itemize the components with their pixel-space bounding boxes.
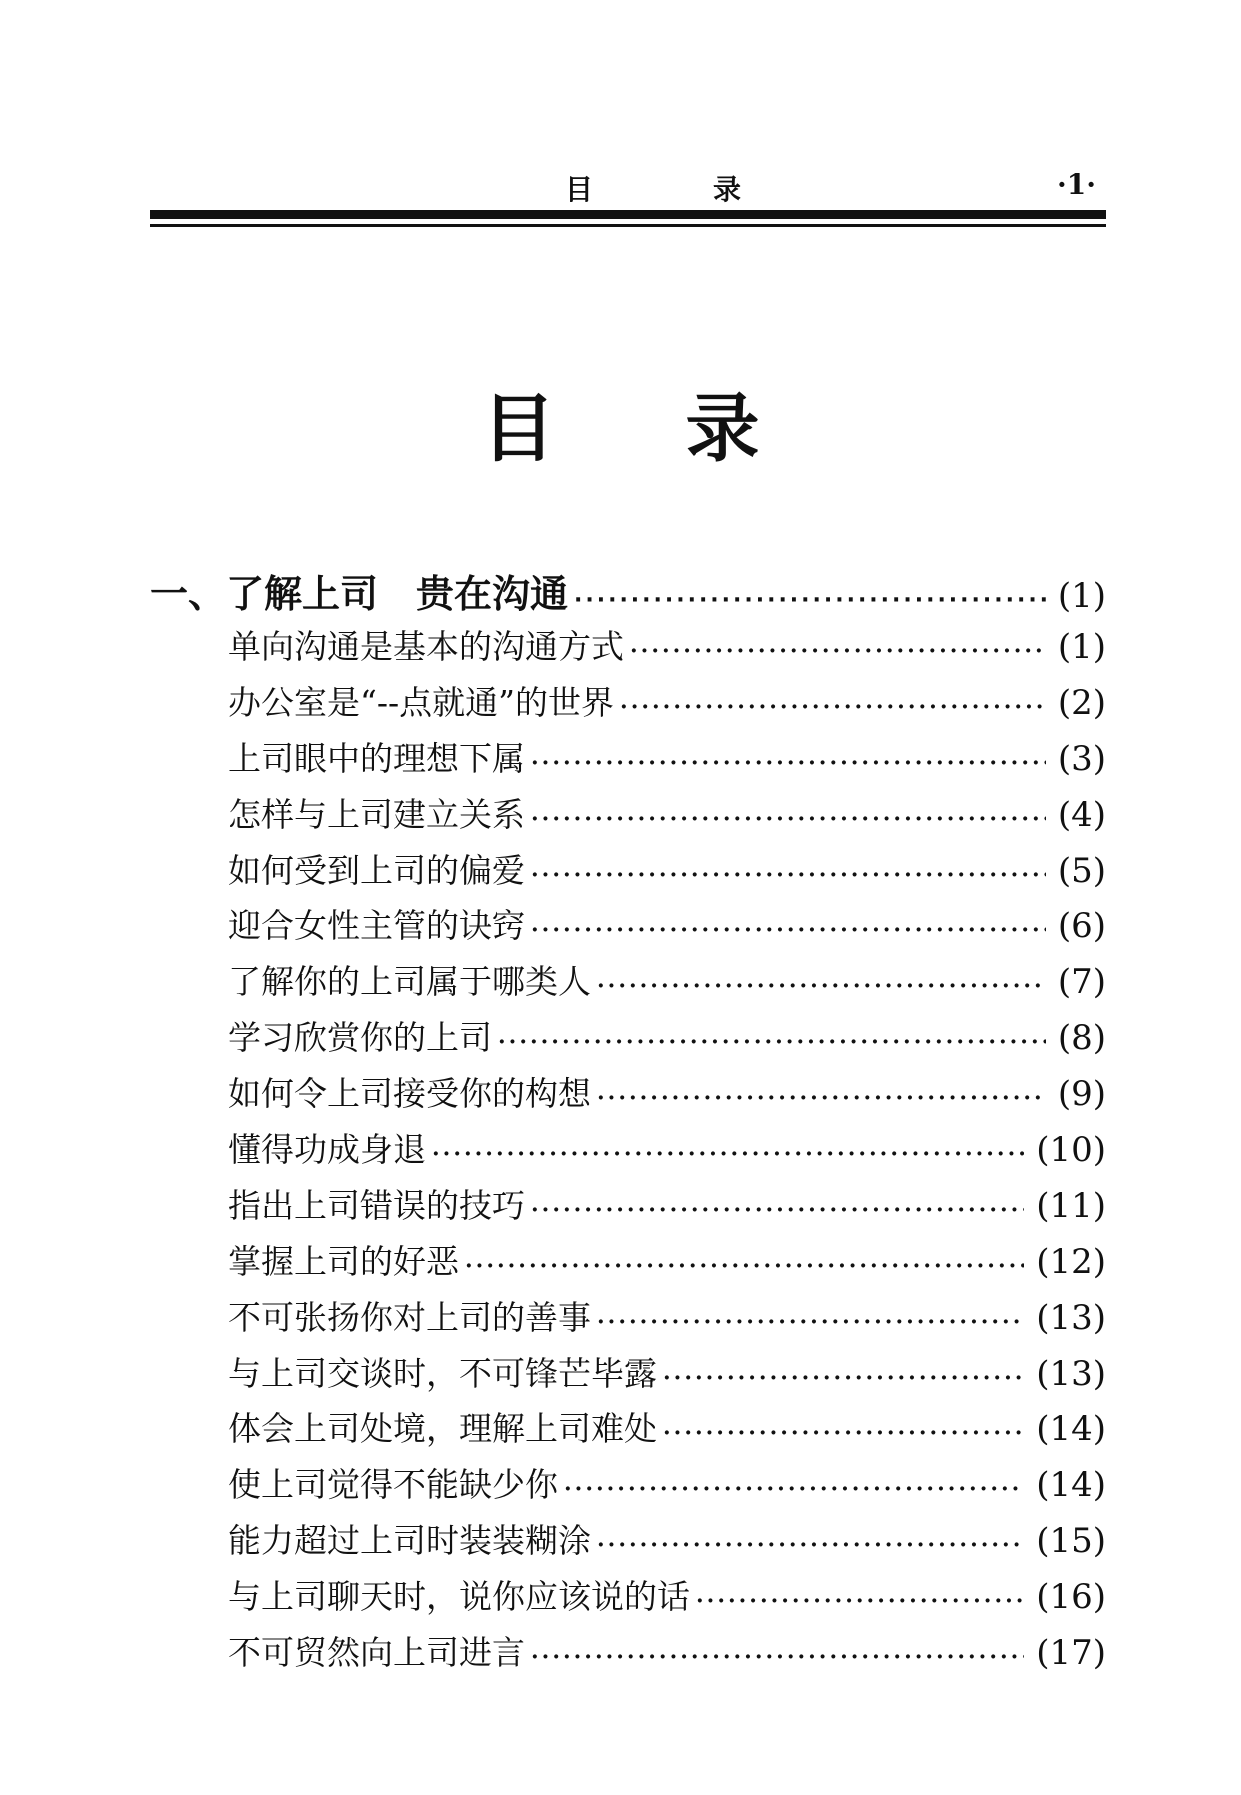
toc-entry-label: 使上司觉得不能缺少你 — [228, 1465, 558, 1505]
toc-entry-label: 迎合女性主管的诀窍 — [228, 906, 525, 946]
toc-entry-label: 体会上司处境，理解上司难处 — [228, 1409, 657, 1449]
running-head-title: 目 录 — [565, 173, 788, 206]
toc-section-page: (1) — [1057, 576, 1106, 616]
running-head-page-number: ·1· — [1057, 168, 1096, 201]
dot-leader — [531, 1644, 1024, 1670]
dot-leader — [597, 1085, 1046, 1111]
header-rule-thin — [150, 224, 1106, 227]
dot-leader — [531, 1197, 1024, 1223]
toc-entry-label: 指出上司错误的技巧 — [228, 1185, 525, 1225]
running-head — [150, 168, 1106, 208]
toc-entry-label: 懂得功成身退 — [228, 1130, 426, 1170]
dot-leader — [531, 806, 1046, 832]
toc-entry-label: 怎样与上司建立关系 — [228, 794, 525, 834]
toc-entry[interactable] — [150, 1348, 1106, 1404]
header-rule-thick — [150, 210, 1106, 219]
dot-leader — [630, 638, 1046, 664]
toc-entry-label: 掌握上司的好恶 — [228, 1241, 459, 1281]
dot-leader — [663, 1365, 1024, 1391]
toc-entry-page: (8) — [1057, 1018, 1106, 1059]
toc-entry[interactable] — [150, 677, 1106, 733]
toc-entry-page: (15) — [1036, 1521, 1106, 1562]
table-of-contents — [150, 563, 1106, 1683]
toc-entry-label: 学习欣赏你的上司 — [228, 1018, 492, 1058]
dot-leader — [531, 862, 1046, 888]
toc-entry-label: 办公室是“--点就通”的世界 — [228, 682, 615, 722]
toc-entry[interactable] — [150, 1012, 1106, 1068]
toc-entry-page: (3) — [1057, 738, 1106, 779]
toc-entry-label: 与上司交谈时，不可锋芒毕露 — [228, 1353, 657, 1393]
toc-entry[interactable] — [150, 956, 1106, 1012]
toc-entry-page: (2) — [1057, 682, 1106, 723]
toc-entry-label: 了解你的上司属于哪类人 — [228, 962, 591, 1002]
toc-entry[interactable] — [150, 1292, 1106, 1348]
toc-entry-page: (5) — [1057, 850, 1106, 891]
toc-entry[interactable] — [150, 1124, 1106, 1180]
toc-entry-label: 上司眼中的理想下属 — [228, 738, 525, 778]
toc-entry[interactable] — [150, 1627, 1106, 1683]
toc-entry-page: (16) — [1036, 1577, 1106, 1618]
toc-entry-label: 如何令上司接受你的构想 — [228, 1074, 591, 1114]
toc-entry[interactable] — [150, 1571, 1106, 1627]
toc-entry-page: (6) — [1057, 906, 1106, 947]
toc-entry-page: (13) — [1036, 1297, 1106, 1338]
dot-leader — [696, 1588, 1024, 1614]
toc-entry-page: (11) — [1036, 1185, 1106, 1226]
toc-entry[interactable] — [150, 1459, 1106, 1515]
dot-leader — [465, 1253, 1024, 1279]
toc-entries — [150, 621, 1106, 1683]
dot-leader — [432, 1141, 1024, 1167]
toc-entry-page: (17) — [1036, 1633, 1106, 1674]
dot-leader — [531, 750, 1046, 776]
toc-entry-label: 能力超过上司时装装糊涂 — [228, 1521, 591, 1561]
page-title: 目录 — [481, 386, 890, 472]
dot-leader — [531, 917, 1046, 943]
toc-entry[interactable] — [150, 733, 1106, 789]
toc-entry[interactable] — [150, 1180, 1106, 1236]
toc-entry-page: (7) — [1057, 962, 1106, 1003]
toc-entry[interactable] — [150, 1068, 1106, 1124]
toc-entry[interactable] — [150, 845, 1106, 901]
toc-entry-page: (14) — [1036, 1409, 1106, 1450]
toc-entry-page: (14) — [1036, 1465, 1106, 1506]
dot-leader — [574, 588, 1046, 613]
toc-section-label: 一、了解上司 贵在沟通 — [150, 572, 569, 616]
toc-entry-page: (13) — [1036, 1353, 1106, 1394]
dot-leader — [663, 1420, 1024, 1446]
dot-leader — [597, 1532, 1024, 1558]
dot-leader — [498, 1029, 1046, 1055]
toc-entry[interactable] — [150, 1236, 1106, 1292]
toc-entry-page: (1) — [1057, 627, 1106, 667]
dot-leader — [564, 1476, 1024, 1502]
toc-entry-label: 不可贸然向上司进言 — [228, 1633, 525, 1673]
dot-leader — [597, 973, 1046, 999]
toc-entry-label: 不可张扬你对上司的善事 — [228, 1297, 591, 1337]
toc-entry[interactable] — [150, 900, 1106, 956]
toc-entry-page: (12) — [1036, 1241, 1106, 1282]
toc-entry-label: 与上司聊天时，说你应该说的话 — [228, 1577, 690, 1617]
toc-entry-page: (4) — [1057, 794, 1106, 835]
dot-leader — [620, 694, 1046, 720]
toc-entry-page: (10) — [1036, 1130, 1106, 1171]
toc-section-heading[interactable] — [150, 563, 1106, 621]
toc-entry-label: 单向沟通是基本的沟通方式 — [228, 627, 624, 666]
dot-leader — [597, 1309, 1024, 1335]
toc-entry-page: (9) — [1057, 1074, 1106, 1115]
toc-entry[interactable] — [150, 789, 1106, 845]
toc-entry[interactable] — [150, 1403, 1106, 1459]
toc-entry[interactable] — [150, 621, 1106, 677]
toc-entry-label: 如何受到上司的偏爱 — [228, 850, 525, 890]
toc-entry[interactable] — [150, 1515, 1106, 1571]
